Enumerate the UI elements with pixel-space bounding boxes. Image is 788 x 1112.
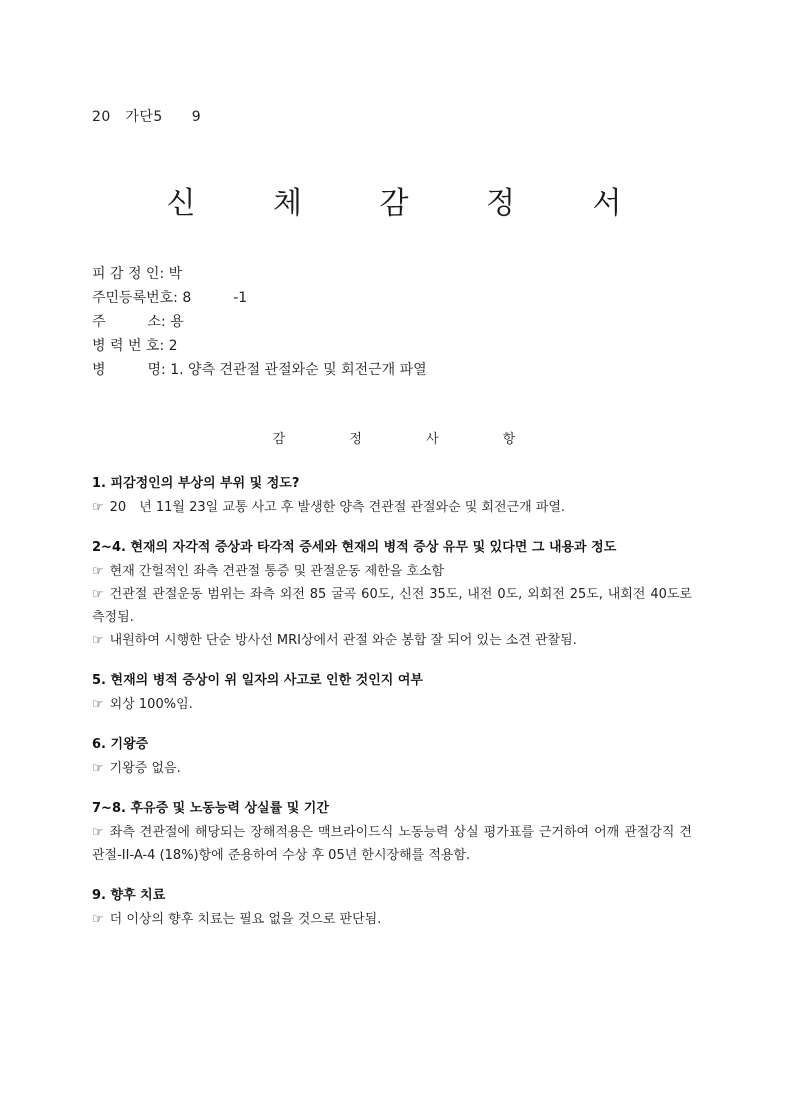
answer-text: 내원하여 시행한 단순 방사선 MRI상에서 관절 와순 봉합 잘 되어 있는 소견 관찰됨. [109,633,577,648]
info-value: 1. 양측 견관절 관절와순 및 회전근개 파열 [170,362,427,378]
answer-line [92,629,692,652]
case-number: 20 가단5 9 [92,109,202,125]
answer-line [92,821,692,867]
pointing-hand-icon: ☞ [92,500,104,515]
document-title: 신 체 감 정 서 [166,186,656,221]
pointing-hand-icon: ☞ [92,564,104,579]
section-causation [92,669,692,716]
appraisal-items [92,472,692,948]
pointing-hand-icon: ☞ [92,912,104,927]
info-value: 8 -1 [182,290,248,306]
info-label: 병 명: [92,362,166,378]
answer-text: 좌측 견관절에 해당되는 장해적용은 맥브라이드식 노동능력 상실 평가표를 근거하여 어깨 관절강직 견관절-II-A-4 (18%)항에 준용하여 수상 후 05년 한시장해를 적용함. [92,825,692,863]
info-row-diagnosis [92,358,427,382]
info-row-address [92,310,427,334]
section-preexisting [92,733,692,780]
answer-line [92,560,692,583]
section-heading: 7~8. 후유증 및 노동능력 상실률 및 기간 [92,801,329,816]
pointing-hand-icon: ☞ [92,697,104,712]
answer-text: 기왕증 없음. [109,761,181,776]
answer-text: 더 이상의 향후 치료는 필요 없을 것으로 판단됨. [109,912,382,927]
answer-text: 외상 100%임. [109,697,193,712]
section-heading: 2~4. 현재의 자각적 증상과 타각적 증세와 현재의 병적 증상 유무 및 있다면 그 내용과 정도 [92,540,617,555]
section-heading: 5. 현재의 병적 증상이 위 일자의 사고로 인한 것인지 여부 [92,673,423,688]
info-row-name [92,262,427,286]
pointing-hand-icon: ☞ [92,825,104,840]
info-value: 2 [168,338,178,354]
section-current-symptoms [92,536,692,652]
pointing-hand-icon: ☞ [92,761,104,776]
answer-line [92,757,692,780]
info-row-record-number [92,334,427,358]
pointing-hand-icon: ☞ [92,633,104,648]
pointing-hand-icon: ☞ [92,587,104,602]
answer-text: 20 년 11월 23일 교통 사고 후 발생한 양측 견관절 관절와순 및 회전근개 파열. [109,500,566,515]
info-value: 박 [168,266,183,282]
answer-text: 현재 간헐적인 좌측 견관절 통증 및 관절운동 제한을 호소함 [109,564,445,579]
answer-line [92,496,692,519]
subject-info [92,262,427,382]
info-row-resident-number [92,286,427,310]
section-future-treatment [92,884,692,931]
section-injury [92,472,692,519]
info-label: 주민등록번호: [92,290,178,306]
answer-line [92,908,692,931]
answer-line [92,693,692,716]
section-subtitle: 감 정 사 항 [272,432,546,447]
section-heading: 1. 피감정인의 부상의 부위 및 정도? [92,476,300,491]
info-label: 피 감 정 인: [92,266,165,282]
section-heading: 9. 향후 치료 [92,888,166,903]
info-label: 병 력 번 호: [92,338,165,354]
section-heading: 6. 기왕증 [92,737,149,752]
section-sequelae [92,797,692,867]
answer-line [92,583,692,629]
answer-text: 건관절 관절운동 범위는 좌측 외전 85 굴곡 60도, 신전 35도, 내전 0도, 외회전 25도, 내회전 40도로 측정됨. [92,587,692,625]
info-value: 용 [170,314,184,330]
info-label: 주 소: [92,314,166,330]
